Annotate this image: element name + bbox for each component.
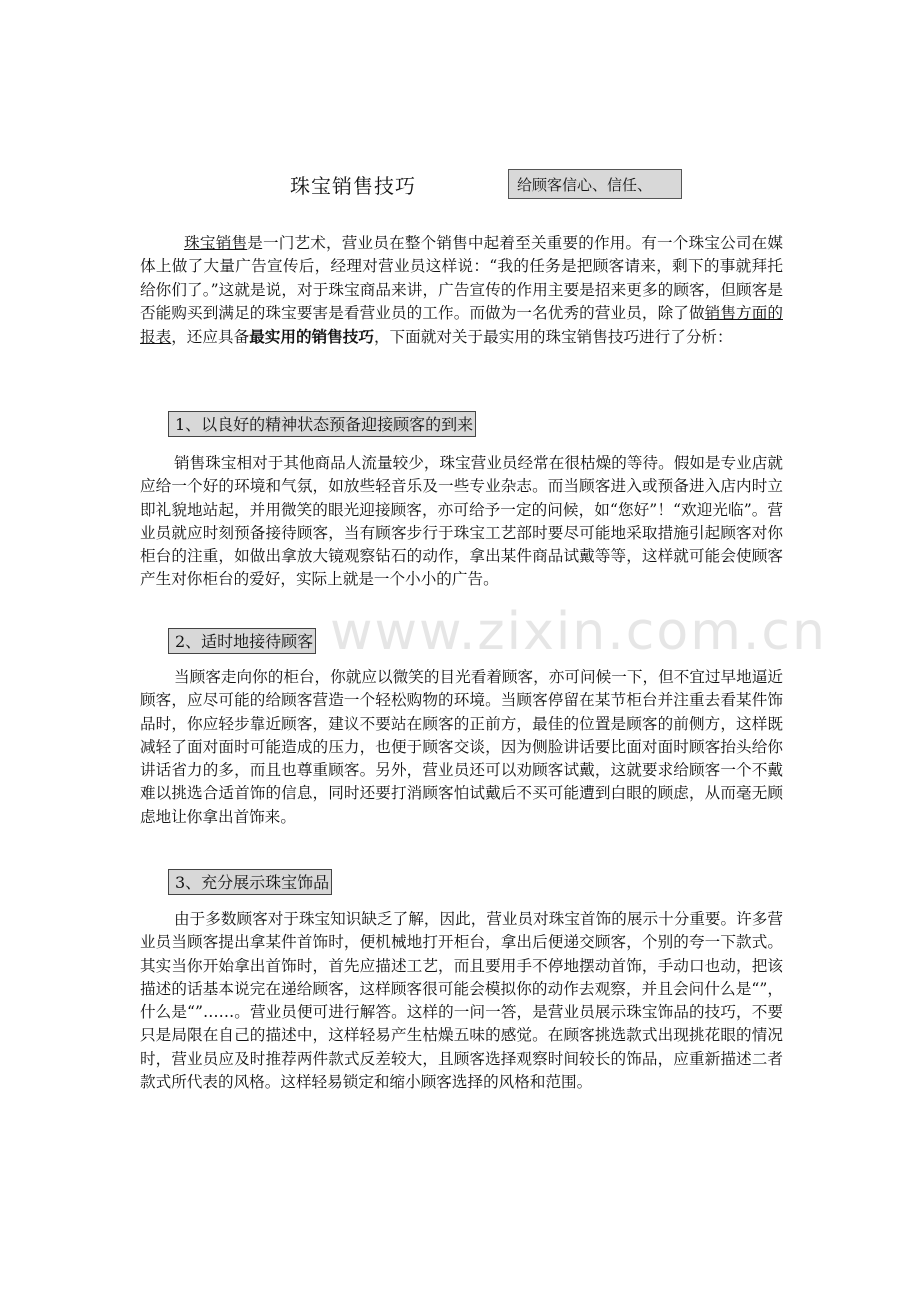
section-2-heading: 2、适时地接待顾客	[168, 628, 316, 654]
section-1-text: 销售珠宝相对于其他商品人流量较少，珠宝营业员经常在很枯燥的等待。假如是专业店就应给一个好的环境和气氛，如放些轻音乐及一些专业杂志。而当顾客进入或预备进入店内时立即礼貌地站起，并用微笑的眼光迎接顾客，亦可给予一定的问候，如“您好”！“欢迎光临”。营业员就应时刻预备接待顾客，当有顾客步行于珠宝工艺部时要尽可能地采取措施引起顾客对你柜台的注重，如做出拿放大镜观察钻石的动作，拿出某件商品试戴等等，这样就可能会使顾客产生对你柜台的爱好，实际上就是一个小小的广告。	[140, 454, 783, 589]
section-1-heading: 1、以良好的精神状态预备迎接顾客的到来	[168, 411, 476, 437]
jewelry-sales-link[interactable]: 珠宝销售	[184, 234, 248, 252]
section-3-heading: 3、充分展示珠宝饰品	[168, 869, 332, 895]
watermark: www.zixin.com.cn	[330, 602, 827, 662]
intro-paragraph	[140, 232, 783, 349]
sales-report-link[interactable]: 销售方面的报表	[140, 303, 783, 347]
title-side-box: 给顾客信心、信任、	[508, 169, 682, 199]
intro-text-1: 是一门艺术，营业员在整个销售中起着至关重要的作用。有一个珠宝公司在媒体上做了大量广告宣传后，经理对营业员这样说：“我的任务是把顾客请来，剩下的事就拜托给你们了。”这就是说，对于珠宝商品来讲，广告宣传的作用主要是招来更多的顾客，但顾客是否能购买到满足的珠宝要害是看营业员的工作。而做为一名优秀的营业员，除了做	[140, 234, 783, 322]
section-2-body	[140, 666, 783, 829]
section-3-text: 由于多数顾客对于珠宝知识缺乏了解，因此，营业员对珠宝首饰的展示十分重要。许多营业员当顾客提出拿某件首饰时，便机械地打开柜台，拿出后便递交顾客，个别的夸一下款式。其实当你开始拿出首饰时，首先应描述工艺，而且要用手不停地摆动首饰，手动口也动，把该描述的话基本说完在递给顾客，这样顾客很可能会模拟你的动作去观察，并且会问什么是“”，什么是“”……。营业员便可进行解答。这样的一问一答，是营业员展示珠宝饰品的技巧，不要只是局限在自己的描述中，这样轻易产生枯燥五味的感觉。在顾客挑选款式出现挑花眼的情况时，营业员应及时推荐两件款式反差较大，且顾客选择观察时间较长的饰品，应重新描述二者款式所代表的风格。这样轻易锁定和缩小顾客选择的风格和范围。	[140, 910, 783, 1092]
section-2-text: 当顾客走向你的柜台，你就应以微笑的目光看着顾客，亦可问候一下，但不宜过早地逼近顾客，应尽可能的给顾客营造一个轻松购物的环境。当顾客停留在某节柜台并注重去看某件饰品时，你应轻步靠近顾客，建议不要站在顾客的正前方，最佳的位置是顾客的前侧方，这样既减轻了面对面时可能造成的压力，也便于顾客交谈，因为侧脸讲话要比面对面时顾客抬头给你讲话省力的多，而且也尊重顾客。另外，营业员还可以劝顾客试戴，这就要求给顾客一个不戴难以挑选合适首饰的信息，同时还要打消顾客怕试戴后不买可能遭到白眼的顾虑，从而毫无顾虑地让你拿出首饰来。	[140, 668, 783, 826]
section-3-body	[140, 908, 783, 1094]
document-title: 珠宝销售技巧	[290, 174, 416, 198]
intro-text-2: ，还应具备	[171, 328, 250, 347]
section-1-body	[140, 452, 783, 592]
intro-text-3: ，下面就对关于最实用的珠宝销售技巧进行了分析：	[373, 328, 733, 347]
intro-bold-text: 最实用的销售技巧	[249, 327, 374, 347]
